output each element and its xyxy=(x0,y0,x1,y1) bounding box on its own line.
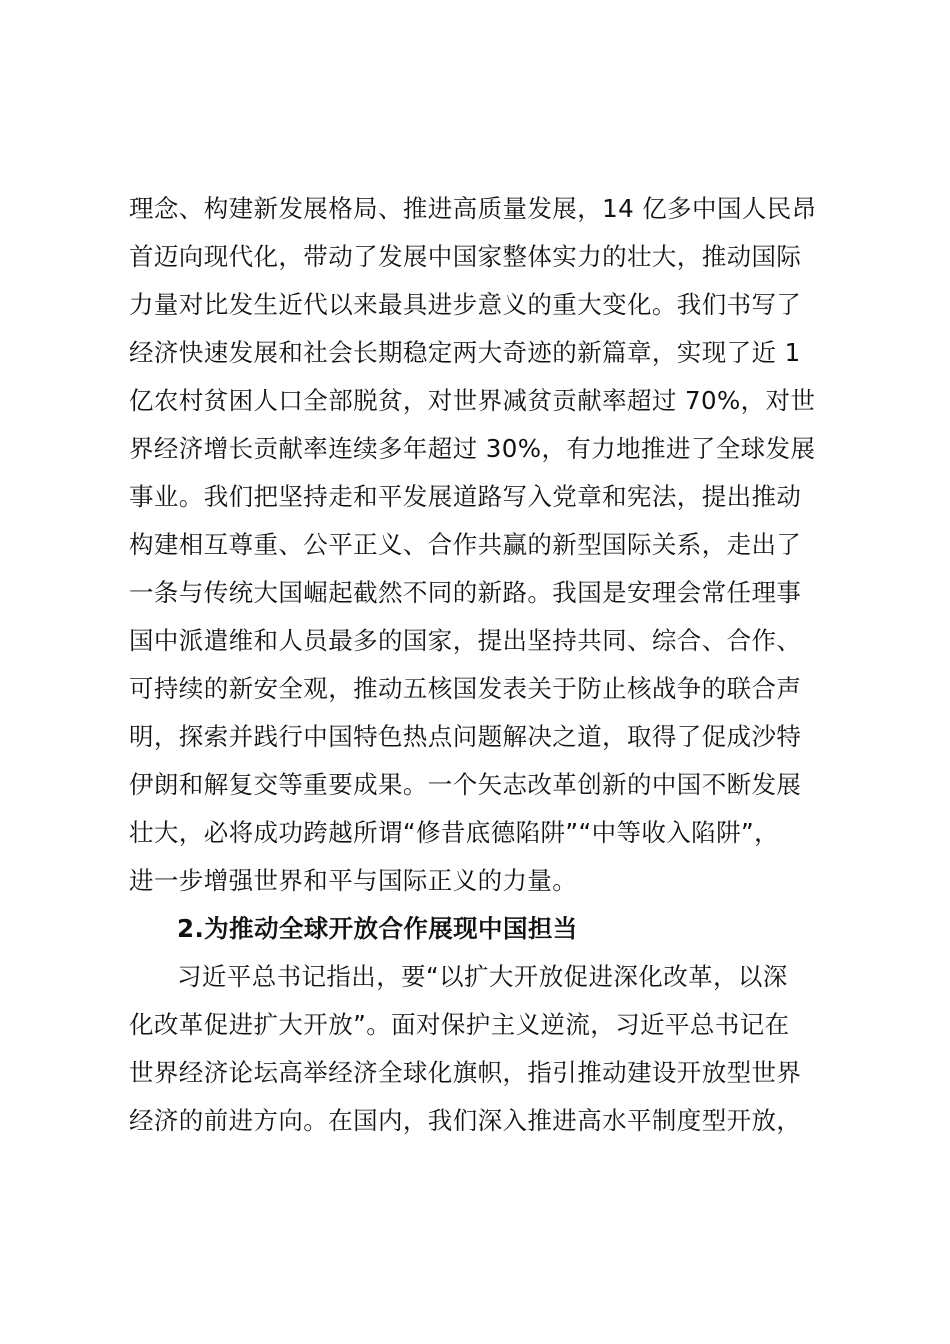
paragraph-line: 亿农村贫困人口全部脱贫，对世界减贫贡献率超过 70%，对世 xyxy=(129,386,816,415)
paragraph-line: 力量对比发生近代以来最具进步意义的重大变化。我们书写了 xyxy=(129,290,802,319)
paragraph-line: 世界经济论坛高举经济全球化旗帜，指引推动建设开放型世界 xyxy=(129,1058,802,1087)
paragraph-line: 首迈向现代化，带动了发展中国家整体实力的壮大，推动国际 xyxy=(129,242,802,271)
paragraph-line: 经济的前进方向。在国内，我们深入推进高水平制度型开放， xyxy=(129,1106,802,1135)
paragraph-line: 化改革促进扩大开放”。面对保护主义逆流，习近平总书记在 xyxy=(129,1010,790,1039)
paragraph-line: 进一步增强世界和平与国际正义的力量。 xyxy=(129,866,578,895)
paragraph-line: 理念、构建新发展格局、推进高质量发展，14 亿多中国人民昂 xyxy=(129,194,817,223)
section-heading: 2.为推动全球开放合作展现中国担当 xyxy=(177,914,578,943)
paragraph-line: 构建相互尊重、公平正义、合作共赢的新型国际关系，走出了 xyxy=(129,530,802,559)
paragraph-line: 明，探索并践行中国特色热点问题解决之道，取得了促成沙特 xyxy=(129,722,802,751)
paragraph-line: 伊朗和解复交等重要成果。一个矢志改革创新的中国不断发展 xyxy=(129,770,802,799)
paragraph-line: 壮大，必将成功跨越所谓“修昔底德陷阱”“中等收入陷阱”， xyxy=(129,818,779,847)
paragraph-line: 习近平总书记指出，要“以扩大开放促进深化改革，以深 xyxy=(177,962,788,991)
paragraph-line: 可持续的新安全观，推动五核国发表关于防止核战争的联合声 xyxy=(129,674,802,703)
paragraph-line: 经济快速发展和社会长期稳定两大奇迹的新篇章，实现了近 1 xyxy=(129,338,801,367)
paragraph-line: 界经济增长贡献率连续多年超过 30%，有力地推进了全球发展 xyxy=(129,434,816,463)
paragraph-line: 一条与传统大国崛起截然不同的新路。我国是安理会常任理事 xyxy=(129,578,802,607)
paragraph-line: 国中派遣维和人员最多的国家，提出坚持共同、综合、合作、 xyxy=(129,626,802,655)
paragraph-line: 事业。我们把坚持走和平发展道路写入党章和宪法，提出推动 xyxy=(129,482,802,511)
